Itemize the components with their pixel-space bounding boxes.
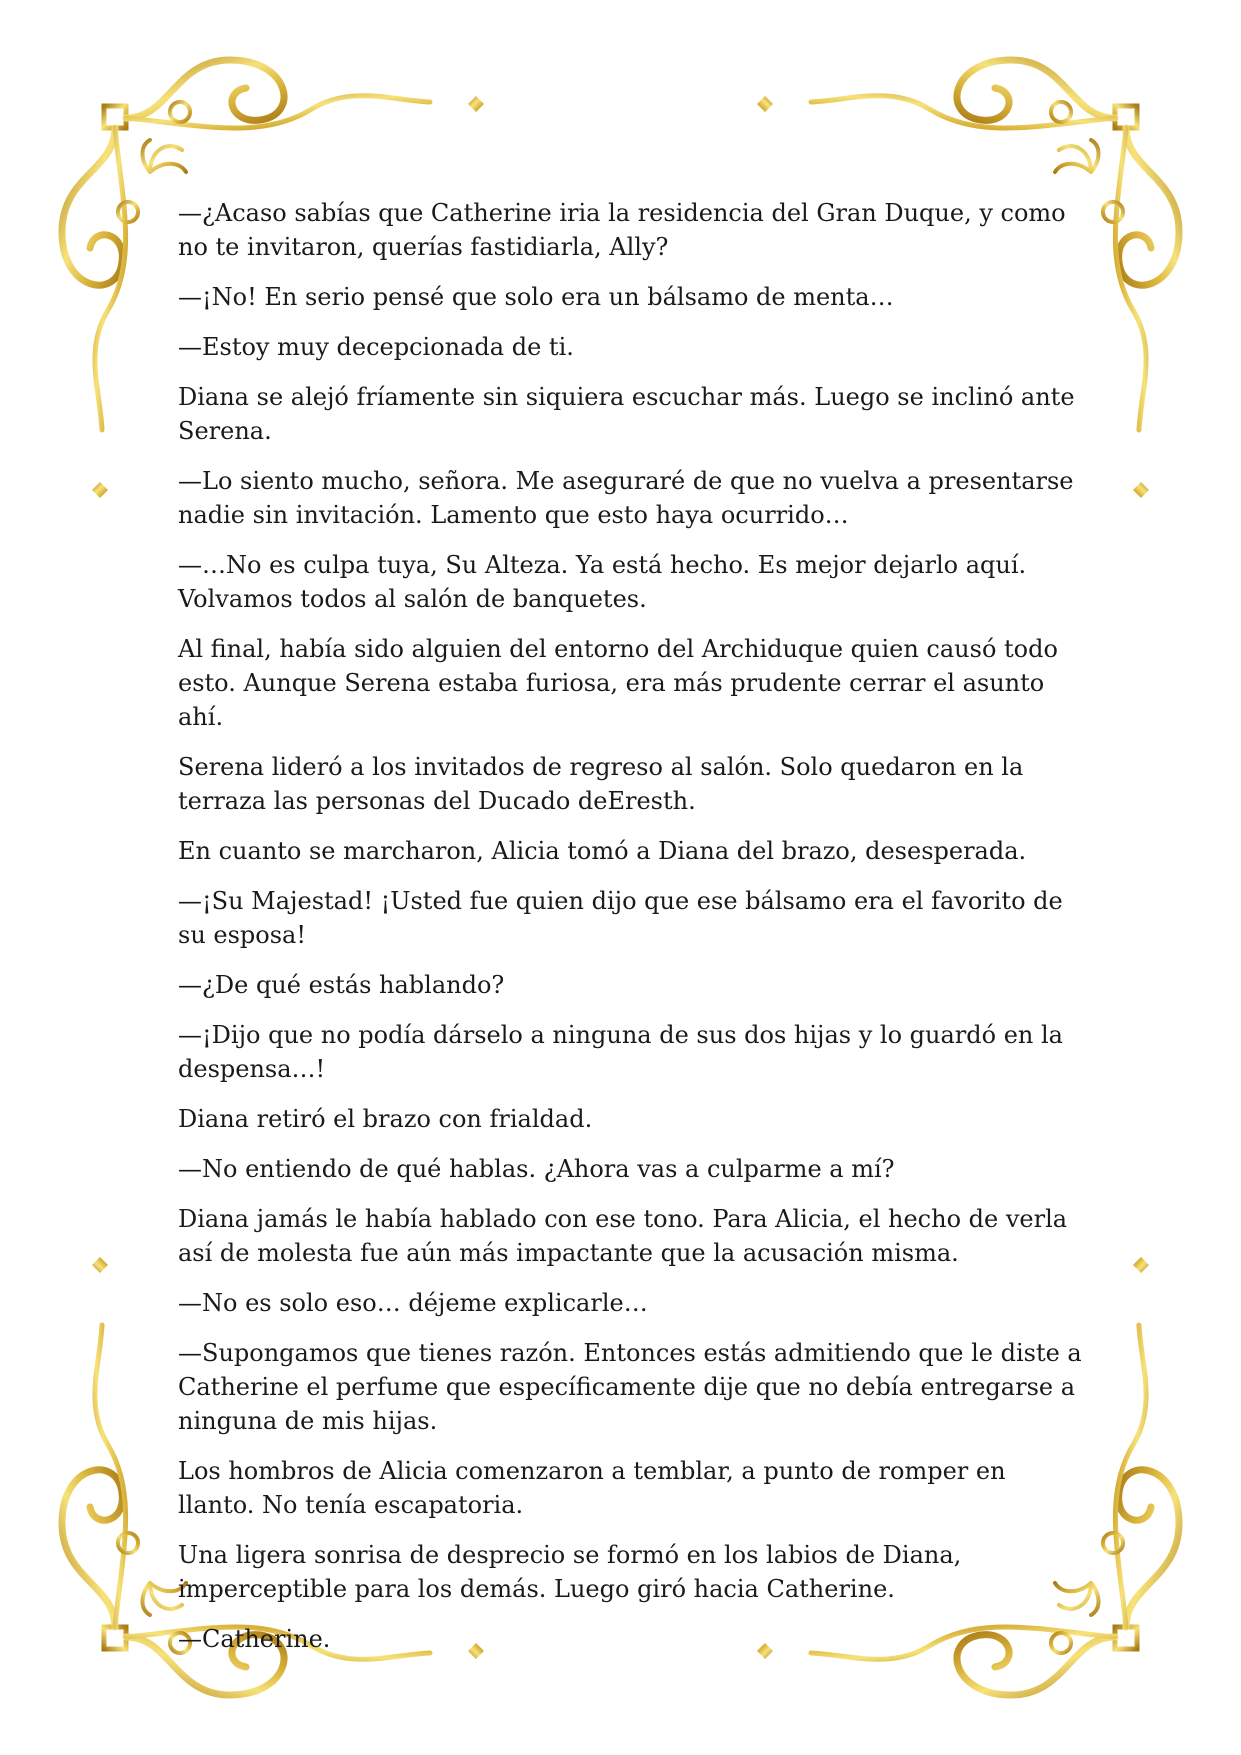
paragraph: —Catherine. [178, 1625, 331, 1653]
paragraph: Diana retiró el brazo con frialdad. [178, 1105, 593, 1133]
paragraph: Al final, había sido alguien del entorno del Archiduque quien causó todo esto. Aunque Serena estaba furiosa, era más prudente cerrar el asunto ahí. [178, 635, 1058, 731]
paragraph: —¡No! En serio pensé que solo era un bálsamo de menta… [178, 283, 894, 311]
paragraph: —¿De qué estás hablando? [178, 971, 505, 999]
paragraph: Los hombros de Alicia comenzaron a temblar, a punto de romper en llanto. No tenía escapatoria. [178, 1457, 1006, 1519]
paragraph: —…No es culpa tuya, Su Alteza. Ya está hecho. Es mejor dejarlo aquí. Volvamos todos al salón de banquetes. [178, 551, 1027, 613]
paragraph: —¿Acaso sabías que Catherine iria la residencia del Gran Duque, y como no te invitaron, querías fastidiarla, Ally? [178, 199, 1066, 261]
paragraph: —Estoy muy decepcionada de ti. [178, 333, 574, 361]
paragraph: —Lo siento mucho, señora. Me aseguraré de que no vuelva a presentarse nadie sin invitación. Lamento que esto haya ocurrido… [178, 467, 1074, 529]
paragraph: Diana se alejó fríamente sin siquiera escuchar más. Luego se inclinó ante Serena. [178, 383, 1075, 445]
paragraph: Una ligera sonrisa de desprecio se formó en los labios de Diana, imperceptible para los demás. Luego giró hacia Catherine. [178, 1541, 962, 1603]
paragraph: —No entiendo de qué hablas. ¿Ahora vas a culparme a mí? [178, 1155, 895, 1183]
story-text [178, 196, 1083, 1672]
paragraph: —¡Su Majestad! ¡Usted fue quien dijo que ese bálsamo era el favorito de su esposa! [178, 887, 1063, 949]
paragraph: —No es solo eso… déjeme explicarle… [178, 1289, 648, 1317]
paragraph: —¡Dijo que no podía dárselo a ninguna de sus dos hijas y lo guardó en la despensa…! [178, 1021, 1063, 1083]
paragraph: —Supongamos que tienes razón. Entonces estás admitiendo que le diste a Catherine el perfume que específicamente dije que no debía entregarse a ninguna de mis hijas. [178, 1339, 1082, 1435]
paragraph: Serena lideró a los invitados de regreso al salón. Solo quedaron en la terraza las personas del Ducado deEresth. [178, 753, 1024, 815]
paragraph: En cuanto se marcharon, Alicia tomó a Diana del brazo, desesperada. [178, 837, 1027, 865]
paragraph: Diana jamás le había hablado con ese tono. Para Alicia, el hecho de verla así de molesta fue aún más impactante que la acusación misma. [178, 1205, 1068, 1267]
